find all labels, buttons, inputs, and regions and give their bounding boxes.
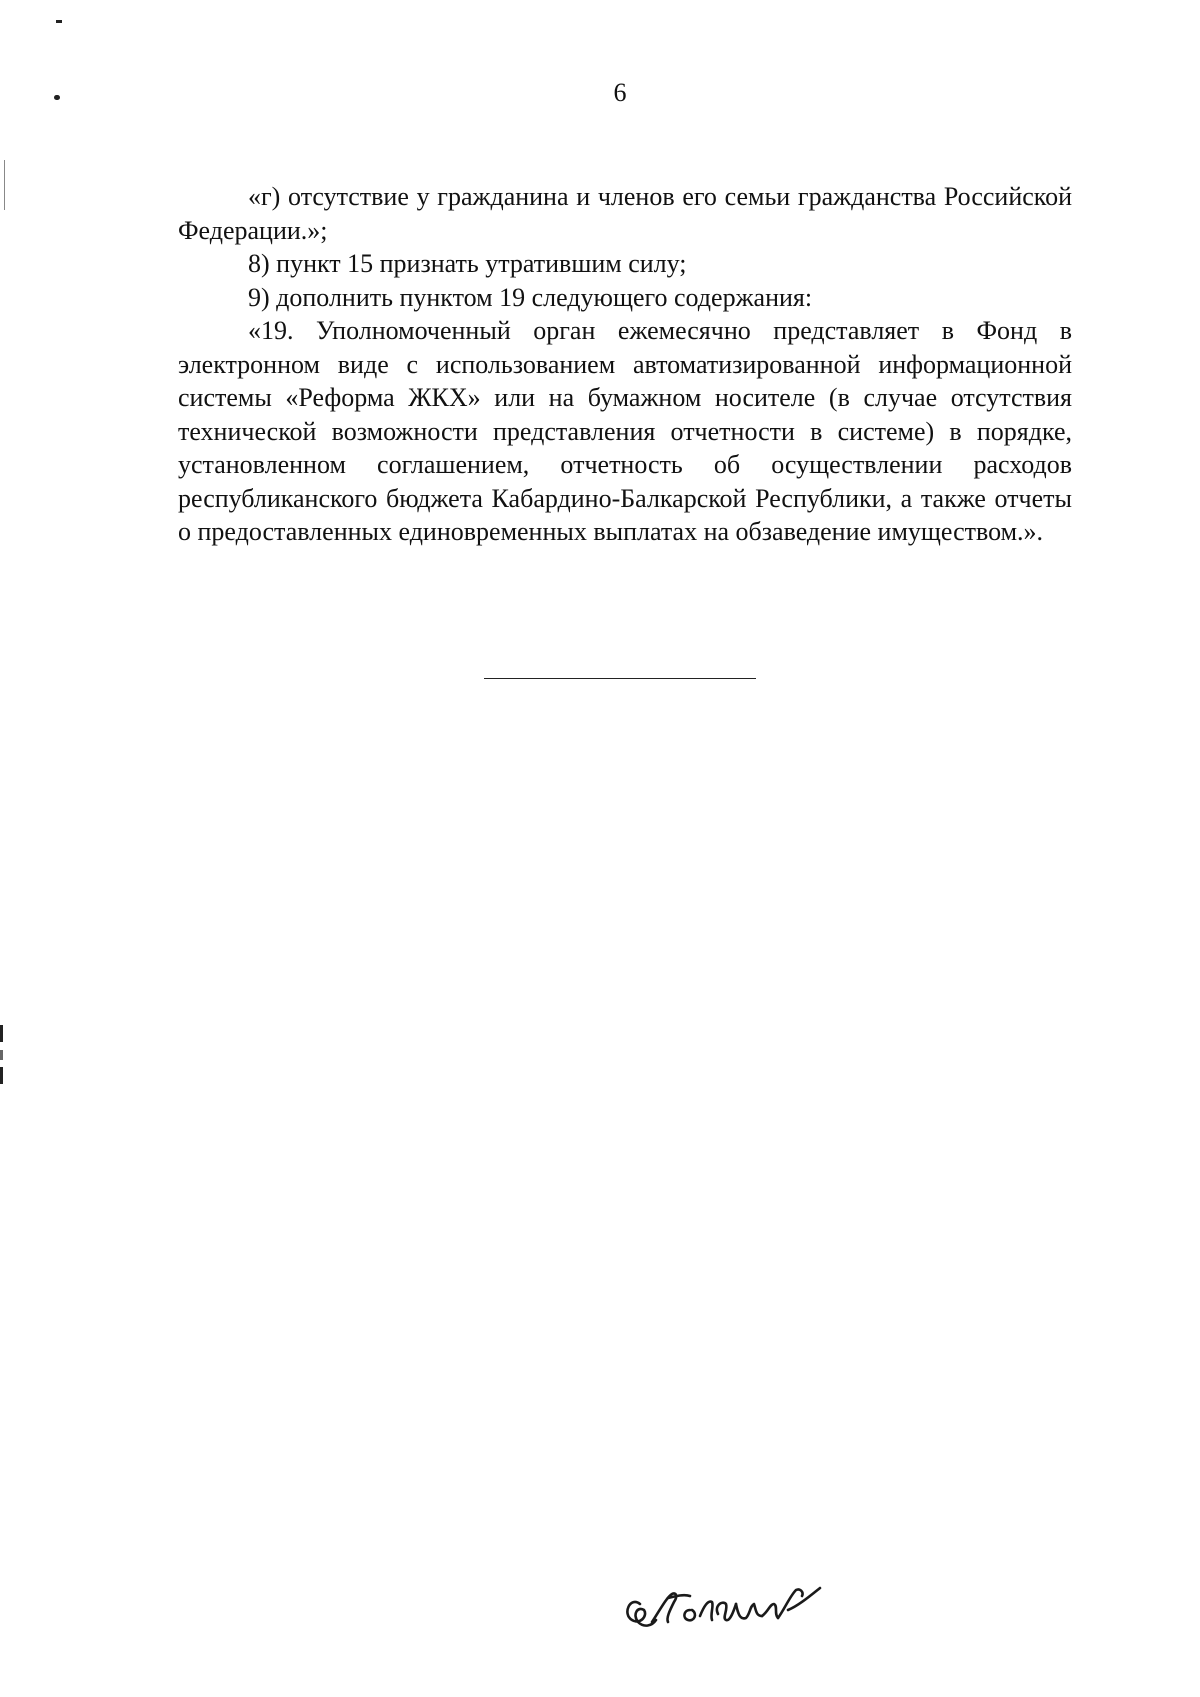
- scan-speck: [56, 20, 62, 23]
- paragraph-subitem-g: «г) отсутствие у гражданина и членов его семьи гражданства Российской Федерации.»;: [178, 182, 1072, 245]
- scan-edge-line: [4, 160, 5, 210]
- page-number: 6: [613, 78, 627, 107]
- paragraph-item-8: 8) пункт 15 признать утратившим силу;: [248, 249, 687, 278]
- handwritten-signature: [618, 1570, 828, 1640]
- paragraph-point-19: «19. Уполномоченный орган ежемесячно представляет в Фонд в электронном виде с использованием автоматизированной информационной системы «Реформа ЖКХ» или на бумажном носителе (в случае отсутствия технической возможности представления отчетности в системе) в порядке, установленном соглашением, отчетность об осуществлении расходов республиканского бюджета Кабардино-Балкарской Республики, а также отчеты о предоставленных единовременных выплатах на обзаведение имуществом.».: [178, 316, 1072, 546]
- document-body: [178, 180, 1072, 549]
- paragraph-item-9: 9) дополнить пунктом 19 следующего содержания:: [248, 282, 813, 312]
- divider-line: [484, 678, 756, 679]
- scan-speck: [0, 1025, 3, 1042]
- scan-speck: [0, 1067, 3, 1084]
- scan-speck: [0, 1050, 3, 1060]
